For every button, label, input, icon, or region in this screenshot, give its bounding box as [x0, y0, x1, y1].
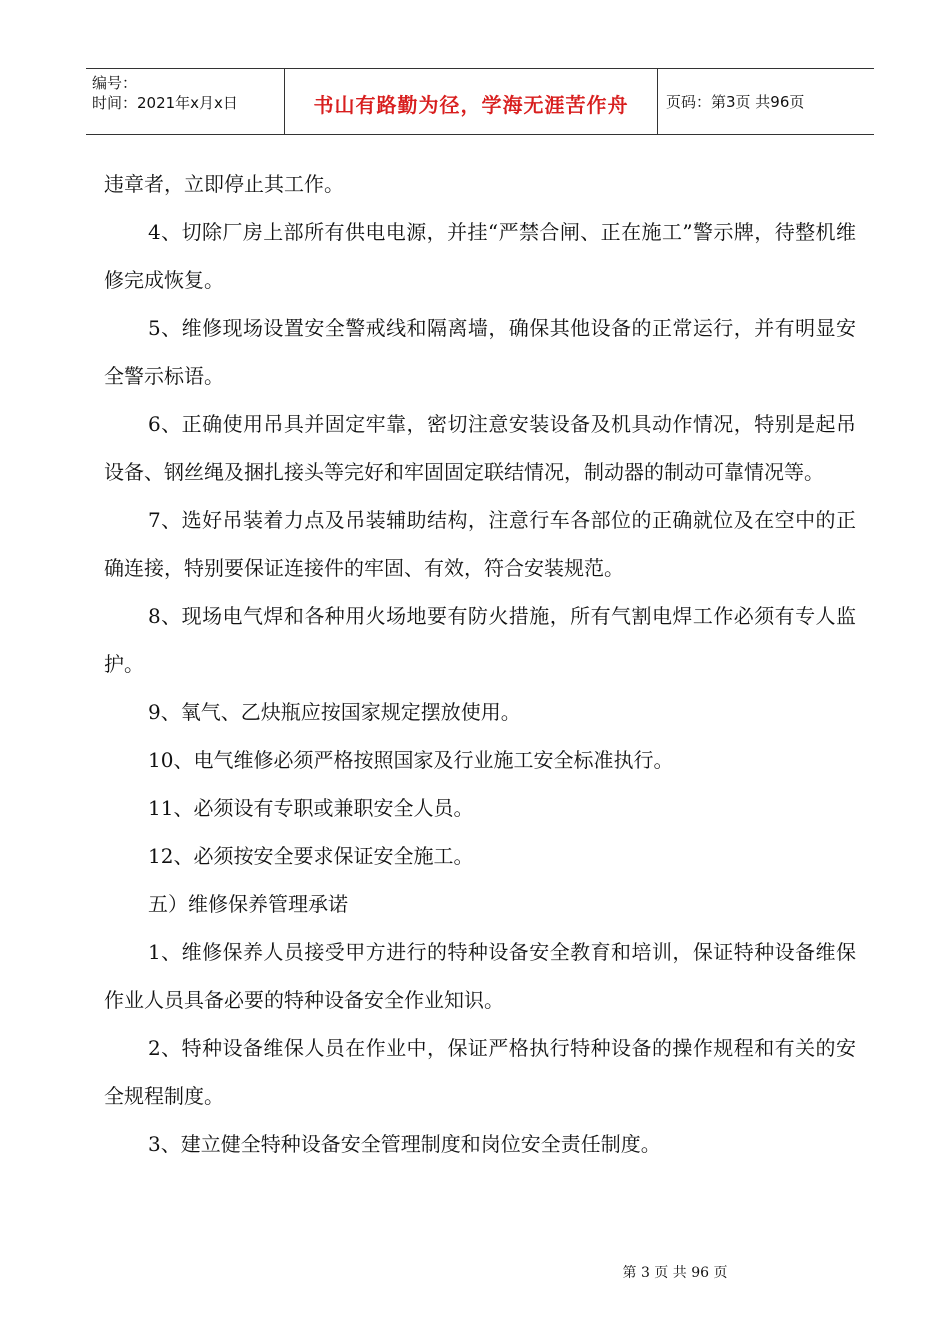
document-time-label: 时间：2021年x月x日: [92, 94, 238, 112]
paragraph: 违章者，立即停止其工作。: [104, 172, 344, 196]
paragraph: 4、切除厂房上部所有供电电源，并挂“严禁合闸、正在施工”警示牌，待整机维修完成恢复。: [104, 220, 856, 292]
paragraph: 1、维修保养人员接受甲方进行的特种设备安全教育和培训，保证特种设备维保作业人员具备必要的特种设备安全作业知识。: [104, 940, 856, 1012]
page-header: [86, 68, 874, 135]
header-page-cell: [658, 69, 874, 134]
paragraph: 5、维修现场设置安全警戒线和隔离墙，确保其他设备的正常运行，并有明显安全警示标语。: [104, 316, 856, 388]
paragraph: 6、正确使用吊具并固定牢靠，密切注意安装设备及机具动作情况，特别是起吊设备、钢丝绳及捆扎接头等完好和牢固固定联结情况，制动器的制动可靠情况等。: [104, 412, 856, 484]
header-page-info: 页码：第3页 共96页: [666, 93, 805, 111]
document-number-label: 编号：: [92, 74, 138, 92]
header-motto-cell: [285, 69, 658, 134]
header-motto: 书山有路勤为径，学海无涯苦作舟: [313, 93, 629, 117]
footer-page-number: 第 3 页 共 96 页: [622, 1265, 728, 1281]
paragraph: 10、电气维修必须严格按照国家及行业施工安全标准执行。: [148, 748, 674, 772]
document-body: [104, 160, 856, 1168]
paragraph: 7、选好吊装着力点及吊装辅助结构，注意行车各部位的正确就位及在空中的正确连接，特别要保证连接件的牢固、有效，符合安装规范。: [104, 508, 856, 580]
paragraph: 3、建立健全特种设备安全管理制度和岗位安全责任制度。: [148, 1132, 661, 1156]
header-meta-cell: [86, 69, 285, 134]
page-footer: [0, 1262, 950, 1282]
paragraph: 2、特种设备维保人员在作业中，保证严格执行特种设备的操作规程和有关的安全规程制度。: [104, 1036, 856, 1108]
paragraph: 8、现场电气焊和各种用火场地要有防火措施，所有气割电焊工作必须有专人监护。: [104, 604, 856, 676]
paragraph: 12、必须按安全要求保证安全施工。: [148, 844, 474, 868]
paragraph: 11、必须设有专职或兼职安全人员。: [148, 796, 474, 820]
section-heading: 五）维修保养管理承诺: [148, 892, 348, 916]
paragraph: 9、氧气、乙炔瓶应按国家规定摆放使用。: [148, 700, 521, 724]
